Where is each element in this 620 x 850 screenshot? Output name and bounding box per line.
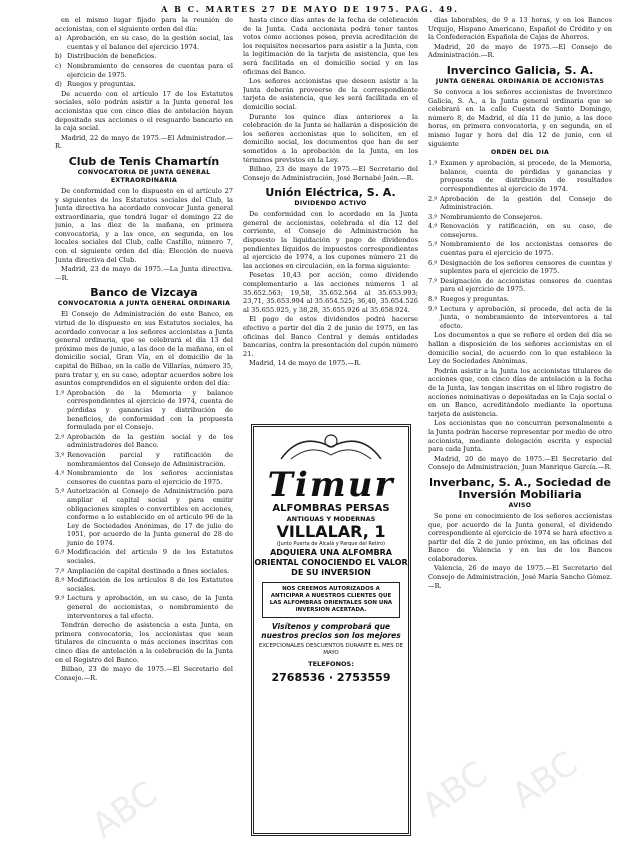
column-3 bbox=[428, 16, 612, 848]
invercinco-title: Invercinco Galicia, S. A. bbox=[446, 63, 594, 77]
ad-line: ALFOMBRAS PERSAS bbox=[272, 503, 390, 514]
union-subtitle: DIVIDENDO ACTIVO bbox=[294, 200, 367, 208]
list-item: 5.º Nombramiento de los accionistas censores de cuentas para el ejercicio de 1975. bbox=[428, 240, 612, 258]
ad-phones-label: TELEFONOS: bbox=[308, 660, 354, 668]
list-item: 6.º Designación de los señores censores de cuentas y suplentes para el ejercicio de 1975. bbox=[428, 258, 612, 276]
page-header: A B C. MARTES 27 DE MAYO DE 1975. PAG. 49. bbox=[161, 4, 459, 14]
signature: Madrid, 20 de mayo de 1975.—El Consejo de Administración.—R. bbox=[428, 42, 612, 60]
ad-brand: Timur bbox=[267, 465, 395, 505]
list-item: 8.º Modificación de los artículos 8 de los Estatutos sociales. bbox=[55, 576, 233, 593]
signature: Valencia, 26 de mayo de 1975.—El Secretario del Consejo de Administración, José María Sancho Gómez.—R. bbox=[428, 564, 612, 590]
signature: Madrid, 22 de mayo de 1975.—El Administrador.—R. bbox=[55, 133, 233, 151]
list-item: 5.º Autorización al Consejo de Administración para ampliar el capital social y para emitir obligaciones simples o convertibles en acciones, conforme a lo establecido en el artículo 96 de la Ley de Sociedades Anónimas, de 17 de julio de 1951, por acuerdo de la Junta general de 28 de junio de 1974. bbox=[55, 487, 233, 547]
paragraph: Se pone en conocimiento de los señores accionistas que, por acuerdo de la Junta general, el dividendo correspondiente al ejercicio de 1974 se hará efectivo a partir del día 2 de junio próximo, en las oficinas del Banco de Valencia y en las de los Bancos colaboradores. bbox=[428, 511, 612, 563]
signature: Madrid, 23 de mayo de 1975.—La Junta directiva.—R. bbox=[55, 265, 233, 282]
paragraph: Tendrán derecho de asistencia a esta Junta, en primera convocatoria, los accionistas que sean titulares de cincuenta o más acciones inscritas con cinco días de antelación a la celebración de la Junta en el Registro del Banco. bbox=[55, 621, 233, 664]
list-item: 8.º Ruegos y preguntas. bbox=[428, 295, 510, 304]
paragraph: hasta cinco días antes de la fecha de celebración de la Junta. Cada accionista podrá tener tantos votos como acciones posea, previa acreditación de los requisitos necesarios para asistir a la Junta, con la legitimación de la tarjeta de asistencia, que les será facilitada en el domicilio social y en las oficinas del Banco. bbox=[243, 16, 418, 76]
paragraph: De acuerdo con el artículo 17 de los Estatutos sociales, sólo podrán asistir a la Junta general los accionistas que con cinco días de antelación hayan depositado sus acciones o el resguardo bancario en la caja social. bbox=[55, 89, 233, 133]
ad-discounts: EXCEPCIONALES DESCUENTOS DURANTE EL MES DE MAYO bbox=[258, 643, 404, 656]
paragraph: Se convoca a los señores accionistas de Invercinco Galicia, S. A., a la Junta general ordinaria que se celebrará en la calle Cuesta de Santo Domingo, número 8, de Madrid, el día 11 de junio, a las doce horas, en primera convocatoria, y en segunda, en el mismo lugar y hora del día 12 de junio, con el siguiente bbox=[428, 87, 612, 148]
list-item: 3.º Renovación parcial y ratificación de nombramientos del Consejo de Administración. bbox=[55, 450, 233, 468]
list-item: 7.º Ampliación de capital destinado a fines sociales. bbox=[55, 566, 230, 575]
column-2 bbox=[243, 16, 418, 420]
ornament-icon bbox=[254, 427, 408, 467]
vizcaya-subtitle: CONVOCATORIA A JUNTA GENERAL ORDINARIA bbox=[57, 300, 231, 308]
watermark: ABC bbox=[84, 773, 165, 847]
list-item: 2.º Aprobación de la gestión social y de los administradores del Banco. bbox=[55, 432, 233, 450]
list-item: 1.º Aprobación de la Memoria y balance correspondientes al ejercicio de 1974, cuenta de pérdidas y ganancias y distribución de beneficios, de conformidad con la propuesta formulada por el Consejo. bbox=[55, 388, 233, 432]
paragraph: Durante los quince días anteriores a la celebración de la Junta se hallarán a disposición de los señores accionistas que lo soliciten, en el domicilio social, los documentos que han de ser sometidos a la aprobación de la Junta, en los términos previstos en la Ley. bbox=[243, 112, 418, 164]
column-1 bbox=[55, 16, 233, 848]
timur-advertisement bbox=[251, 424, 411, 836]
paragraph: Los documentos a que se refiere el orden del día se hallan a disposición de los señores accionistas en el domicilio social, de acuerdo con lo que establece la Ley de Sociedades Anónimas. bbox=[428, 331, 612, 366]
ad-address: VILLALAR, 1 bbox=[276, 522, 386, 541]
list-item: 9.º Lectura y aprobación, en su caso, de la Junta general de accionistas, o nombramiento de interventores a tal efecto. bbox=[55, 594, 233, 620]
paragraph: días laborables, de 9 a 13 horas, y en los Bancos Urquijo, Hispano Americano, Español de Crédito y en la Confederación Española de Cajas de Ahorros. bbox=[428, 16, 612, 42]
intro-text: en el mismo lugar fijado para la reunión de accionistas, con el siguiente orden del día: bbox=[55, 16, 233, 33]
ad-location: (Junto Puerta de Alcalá y Parque del Retiro) bbox=[277, 541, 385, 547]
list-item: 7.º Designación de accionistas censores de cuentas para el ejercicio de 1975. bbox=[428, 276, 612, 294]
paragraph: Los accionistas que no concurran personalmente a la Junta podrán hacerse representar por medio de otro accionista, mediante delegación escrita y especial para cada Junta. bbox=[428, 419, 612, 454]
list-item: a) Aprobación, en su caso, de la gestión social, las cuentas y el balance del ejercicio 1974. bbox=[55, 34, 233, 51]
inverbanc-title: Inverbanc, S. A., Sociedad de Inversión Mobiliaria bbox=[428, 475, 612, 501]
list-item: b) Distribución de beneficios. bbox=[55, 52, 157, 61]
list-item: 3.º Nombramiento de Consejeros. bbox=[428, 212, 543, 221]
ad-line: ANTIGUAS Y MODERNAS bbox=[286, 515, 376, 523]
list-item: 1.º Examen y aprobación, si procede, de la Memoria, balance, cuenta de pérdidas y ganancias y propuesta de distribución de resultados correspondientes al ejercicio de 1974. bbox=[428, 159, 612, 193]
inverbanc-subtitle: AVISO bbox=[508, 501, 532, 509]
list-item: d) Ruegos y preguntas. bbox=[55, 80, 136, 89]
ad-phones: 2768536 · 2753559 bbox=[271, 671, 391, 684]
paragraph: Podrán asistir a la Junta los accionistas titulares de acciones que, con cinco días de antelación a la fecha de la Junta, las tengan inscritas en el libro registro de acciones nominativas o depositadas en la Caja social o en un Banco, acreditándolo mediante la oportuna tarjeta de asistencia. bbox=[428, 366, 612, 418]
club-subtitle: CONVOCATORIA DE JUNTA GENERAL EXTRAORDINARIA bbox=[77, 168, 211, 184]
watermark: ABC bbox=[504, 743, 585, 817]
ad-slogan: ADQUIERA UNA ALFOMBRA ORIENTAL CONOCIENDO EL VALOR DE SU INVERSION bbox=[254, 548, 408, 577]
watermark: ABC bbox=[414, 753, 495, 827]
vizcaya-title: Banco de Vizcaya bbox=[90, 286, 198, 300]
list-item: 4.º Nombramiento de los señores accionistas censores de cuentas para el ejercicio de 1975. bbox=[55, 469, 233, 486]
club-title: Club de Tenis Chamartín bbox=[68, 154, 220, 168]
invercinco-subtitle: JUNTA GENERAL ORDINARIA DE ACCIONISTAS bbox=[435, 77, 605, 85]
list-item: 2.º Aprobación de la gestión del Consejo de Administración. bbox=[428, 194, 612, 212]
order-heading: ORDEN DEL DIA bbox=[490, 149, 550, 157]
signature: Madrid, 20 de mayo de 1975.—El Secretario del Consejo de Administración, Juan Manrique García.—R. bbox=[428, 454, 612, 472]
ad-prices: Visítenos y comprobará que nuestros precios son los mejores bbox=[261, 622, 401, 640]
list-item: c) Nombramiento de censores de cuentas para el ejercicio de 1975. bbox=[55, 61, 233, 79]
paragraph: El pago de estos dividendos podrá hacerse efectivo a partir del día 2 de junio de 1975, en las oficinas del Banco Central y demás entidades bancarias, contra la presentación del cupón número 21. bbox=[243, 315, 418, 358]
list-item: 6.º Modificación del artículo 9 de los Estatutos sociales. bbox=[55, 548, 233, 566]
paragraph: De conformidad con lo acordado en la Junta general de accionistas, celebrada el día 12 del corriente, el Consejo de Administración ha dispuesto la liquidación y pago de dividendos pendientes líquidos de impuestos correspondientes al ejercicio de 1974, a los cupones número 21 de las acciones en circulación, en la forma siguiente: bbox=[243, 210, 418, 270]
paragraph: Los señores accionistas que deseen asistir a la Junta deberán proveerse de la correspondiente tarjeta de asistencia, que les será facilitada en el domicilio social. bbox=[243, 77, 418, 111]
union-title: Unión Eléctrica, S. A. bbox=[265, 186, 396, 200]
list-item: 9.º Lectura y aprobación, si procede, del acta de la Junta, o nombramiento de interventores a tal efecto. bbox=[428, 304, 612, 330]
paragraph: De conformidad con lo dispuesto en el artículo 27 y siguientes de los Estatutos sociales del Club, la Junta directiva ha acordado convocar Junta general extraordinaria, que tendrá lugar el domingo 22 de junio, a las diez de la mañana, en primera convocatoria, y a las once, en segunda, en los locales sociales del Club, calle Castillo, número 7, con el siguiente orden del día: Elección de nueva Junta directiva del Club. bbox=[55, 186, 233, 264]
paragraph: Pesetas 10,43 por acción, como dividendo complementario a las acciones números 1 al 35.652.563; 19,58, 35.652.564 al 35.653.993; 23,71, 35.653.994 al 35.654.525; 36,40, 35.654.526 al 35.655.925, y 38,28, 35.655.926 al 35.658.924. bbox=[243, 271, 418, 314]
signature: Bilbao, 23 de mayo de 1975.—El Secretario del Consejo de Administración, José Bernabé Jaén.—R. bbox=[243, 165, 418, 182]
signature: Madrid, 14 de mayo de 1975.—R. bbox=[249, 359, 362, 368]
paragraph: El Consejo de Administración de este Banco, en virtud de lo dispuesto en sus Estatutos sociales, ha acordado convocar a los señores accionistas a Junta general ordinaria, que se celebrará el día 13 del próximo mes de junio, a las doce de la mañana, en el domicilio social, Gran Vía, en el domicilio de la capital de Bilbao, en la calle de Villarías, número 35, para tratar y, en su caso, adoptar acuerdos sobre los asuntos comprendidos en el siguiente orden del día: bbox=[55, 310, 233, 388]
list-item: 4.º Renovación y ratificación, en su caso, de consejeros. bbox=[428, 222, 612, 239]
paragraph: Bilbao, 23 de mayo de 1975.—El Secretario del Consejo.—R. bbox=[55, 665, 233, 682]
ad-notice: NOS CREEMOS AUTORIZADOS A ANTICIPAR A NUESTROS CLIENTES QUE LAS ALFOMBRAS ORIENTALES SON UNA INVERSION ACERTADA. bbox=[262, 582, 400, 618]
